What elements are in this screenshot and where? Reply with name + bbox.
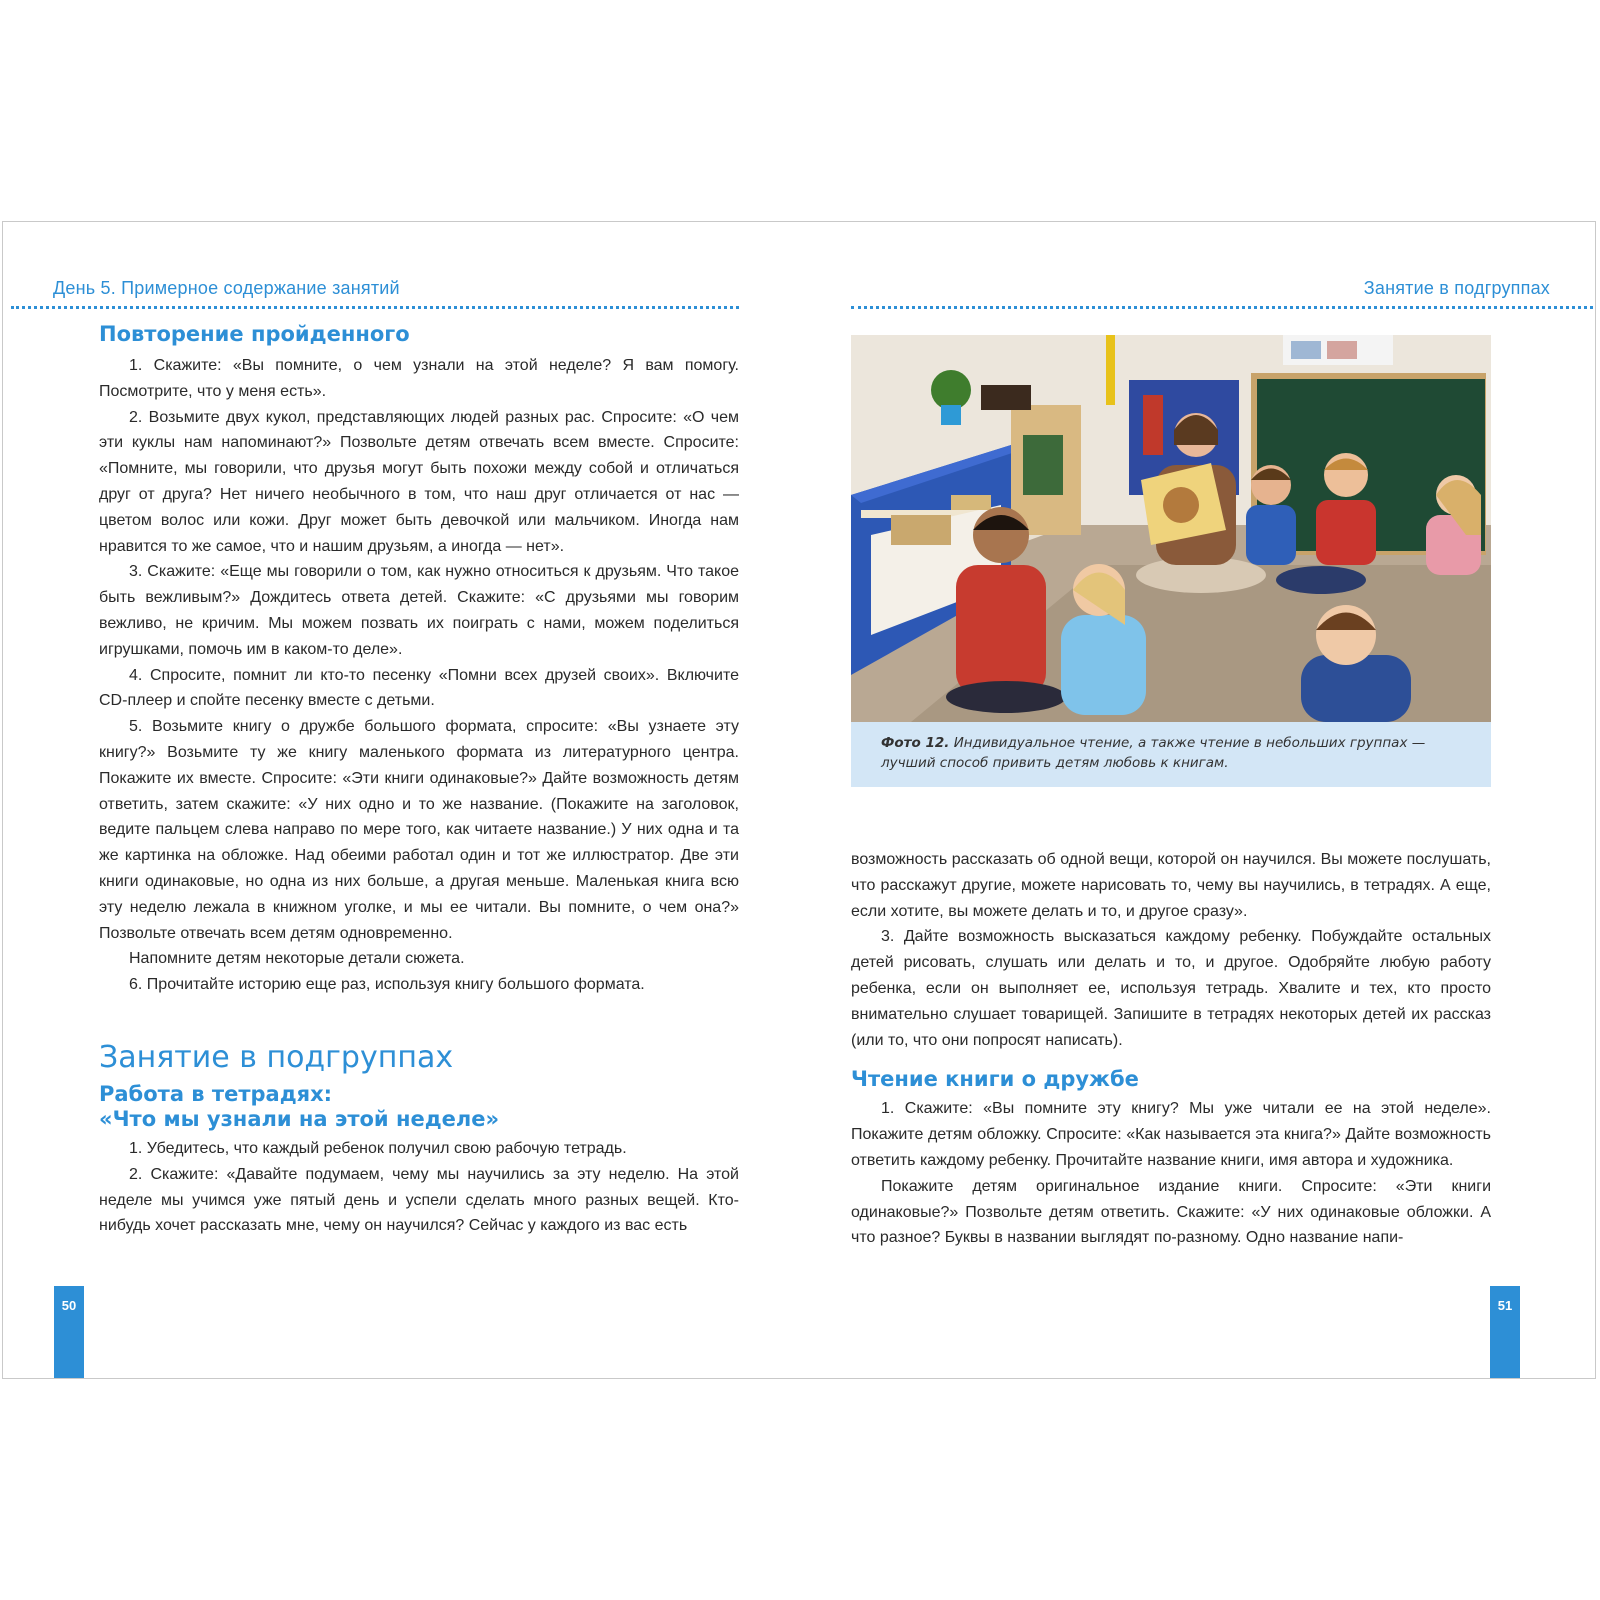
caption-label: Фото 12. (881, 735, 950, 751)
section-heading-review: Повторение пройденного (99, 322, 410, 346)
paragraph: 3. Скажите: «Еще мы говорили о том, как нужно относиться к друзьям. Что такое быть вежливым?» Дождитесь ответа детей. Скажите: «С друзьями мы говорим вежливо, не кричим. Мы можем позвать их поиграть с нами, можем поделиться игрушками, помочь им в каком-то деле». (99, 563, 739, 658)
paragraph: 6. Прочитайте историю еще раз, используя книгу большого формата. (129, 976, 645, 994)
section-title-subgroups: Занятие в подгруппах (99, 1039, 454, 1075)
photo-figure (851, 335, 1491, 787)
paragraph: 3. Дайте возможность высказаться каждому ребенку. Побуждайте остальных детей рисовать, слушать или делать и то, и другое. Одобряйте любую работу ребенка, если он выполняет ее, используя тетрадь. Хвалите и тех, кто просто внимательно слушает товарищей. Запишите в тетрадях некоторых детей их рассказ (или то, что они попросят написать). (851, 928, 1491, 1049)
running-head-right: Занятие в подгруппах (1363, 278, 1550, 298)
page-number-right: 51 (1490, 1286, 1520, 1378)
running-head-left: День 5. Примерное содержание занятий (53, 278, 400, 298)
paragraph: 5. Возьмите книгу о дружбе большого формата, спросите: «Вы узнаете эту книгу?» Возьмите ту же книгу маленького формата из литературного центра. Покажите их вместе. Спросите: «Эти книги одинаковые?» Дайте возможность детям ответить, затем скажите: «У них одно и то же название. (Покажите на заголовок, ведите пальцем слева направо по мере того, как читаете название.) У них одна и та же картинка на обложке. Над обеими работал один и тот же иллюстратор. Две эти книги одинаковые, но одна из них больше, а другая меньше. Маленькая книга всю эту неделю лежала в книжном уголке, и мы ее читали. Вы помните, о чем она?» Позвольте отвечать всем детям одновременно. (99, 718, 739, 942)
paragraph: Покажите детям оригинальное издание книги. Спросите: «Эти книги одинаковые?» Позвольте детям ответить. Скажите: «У них одинаковые обложки. А что разное? Буквы в названии выглядят по-разному. Одно название напи- (851, 1177, 1491, 1247)
paragraph: 1. Скажите: «Вы помните, о чем узнали на этой неделе? Я вам помогу. Посмотрите, что у меня есть». (99, 357, 739, 400)
paragraph: 4. Спросите, помнит ли кто-то песенку «Помни всех друзей своих». Включите CD-плеер и спойте песенку вместе с детьми. (99, 666, 739, 710)
right-page-body (851, 847, 1491, 1251)
section-heading-notebooks-line1: Работа в тетрадях: (99, 1081, 333, 1106)
section-heading-friendship-book: Чтение книги о дружбе (851, 1067, 1139, 1092)
left-page (3, 222, 799, 1378)
paragraph: возможность рассказать об одной вещи, которой он научился. Вы можете послушать, что расскажут другие, можете нарисовать то, чему вы научились, в тетрадях. А еще, если хотите, вы можете делать и то, и другое сразу». (851, 851, 1491, 920)
page-number-left: 50 (54, 1286, 84, 1378)
book-spread (2, 221, 1596, 1379)
classroom-photo (851, 335, 1491, 722)
paragraph: Напомните детям некоторые детали сюжета. (129, 950, 465, 968)
left-page-body (99, 316, 739, 1239)
paragraph: 2. Возьмите двух кукол, представляющих людей разных рас. Спросите: «О чем эти куклы нам напоминают?» Позвольте детям отвечать всем вместе. Спросите: «Помните, мы говорили, что друзья могут быть похожи между собой и отличаться друг от друга? Нет ничего необычного в том, что наш друг отличается от нас — цветом волос или кожи. Друг может быть девочкой или мальчиком. Иногда нам нравится то же самое, что и нашим друзьям, а иногда — нет». (99, 408, 739, 555)
section-heading-notebooks-line2: «Что мы узнали на этой неделе» (99, 1106, 500, 1131)
right-page (800, 222, 1596, 1378)
paragraph: 2. Скажите: «Давайте подумаем, чему мы научились за эту неделю. На этой неделе мы учимся уже пятый день и успели сделать много разных вещей. Кто-нибудь хочет рассказать мне, чему он научился? Сейчас у каждого из вас есть (99, 1165, 739, 1235)
caption-text: Индивидуальное чтение, а также чтение в небольших группах — лучший способ привить детям любовь к книгам. (881, 735, 1426, 771)
photo-caption (851, 722, 1491, 787)
paragraph: 1. Скажите: «Вы помните эту книгу? Мы уже читали ее на этой неделе». Покажите детям обложку. Спросите: «Как называется эта книга?» Дайте возможность ответить каждому ребенку. Прочитайте название книги, имя автора и художника. (851, 1100, 1491, 1169)
paragraph: 1. Убедитесь, что каждый ребенок получил свою рабочую тетрадь. (129, 1139, 627, 1157)
dotted-rule-right (851, 306, 1593, 309)
dotted-rule-left (11, 306, 739, 309)
